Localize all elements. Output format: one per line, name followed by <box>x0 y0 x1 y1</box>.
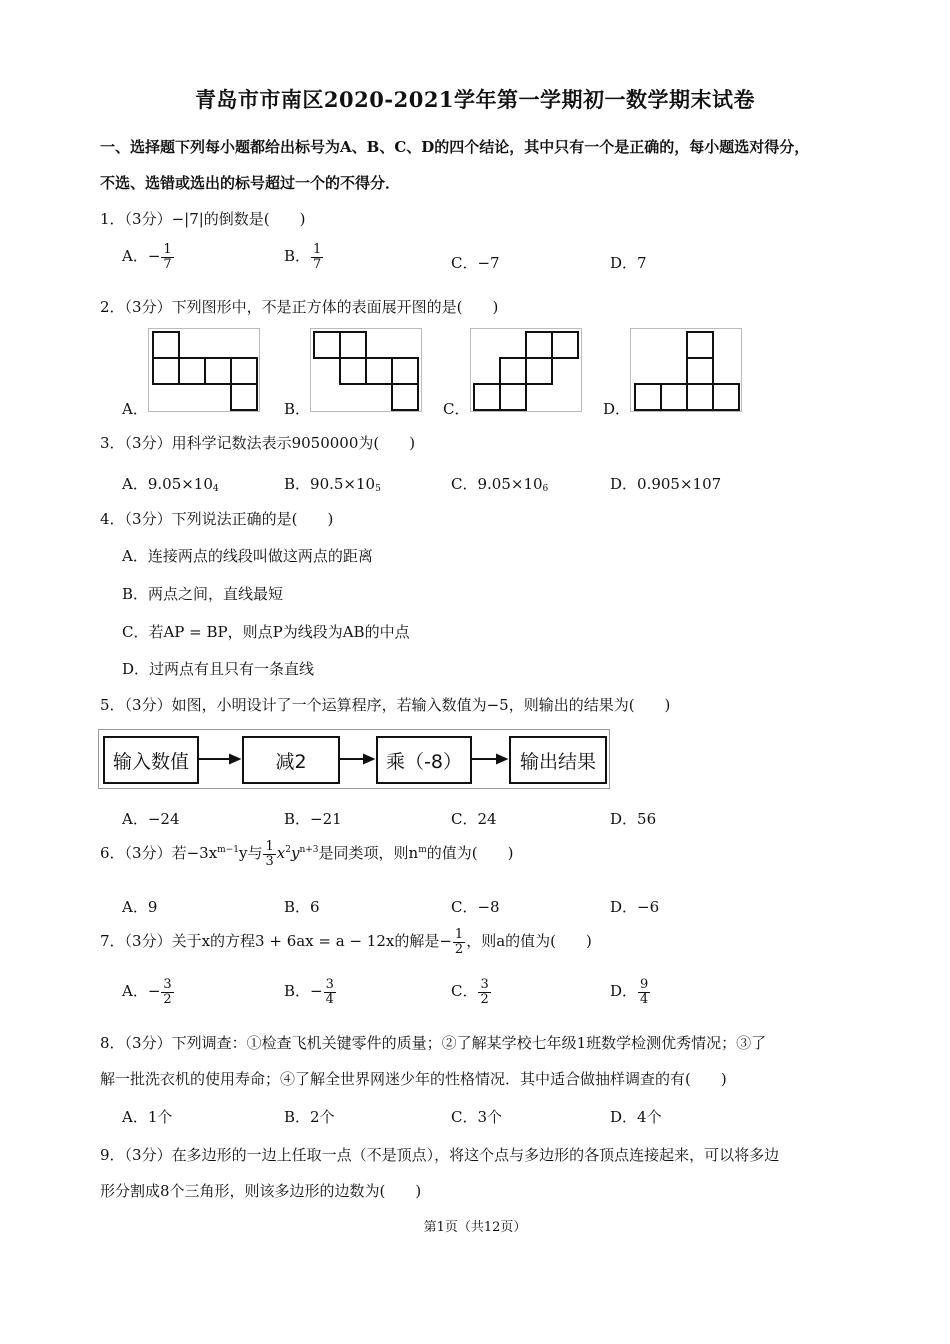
page-footer: 第1页（共12页） <box>423 1220 527 1235</box>
q3-stem: 3．（3分）用科学记数法表示9050000为( ) <box>100 434 416 452</box>
q7-option-b: B．− $\frac{3}{4}$ <box>284 977 334 1007</box>
q2-net-c-drawing <box>471 329 581 411</box>
q1-option-b <box>284 243 324 271</box>
flow-box-subtract: 减2 <box>242 736 340 784</box>
q6-stem: 6．（3分）若$-3x^{m-1}y$与 $\frac{1}{3}$ $x^2y^{n+3}$是同类项，则$n^m$的值为( ) <box>100 839 514 869</box>
q2-net-c <box>470 328 582 412</box>
q4-option-d: D．过两点有且只有一条直线 <box>122 660 315 678</box>
q5-flowchart <box>98 729 610 789</box>
q1-a-sign: − <box>147 247 161 266</box>
flow-box-output: 输出结果 <box>509 736 607 784</box>
q1-stem: 1．（3分）−|7|的倒数是( ) <box>100 210 306 228</box>
page-title: 青岛市市南区2020-2021学年第一学期初一数学期末试卷 <box>194 87 756 112</box>
q5-option-c: C．24 <box>451 810 497 828</box>
q6-option-b: B．6 <box>284 898 320 916</box>
q7-solution-fraction: $\frac{1}{2}$ <box>454 927 464 957</box>
flow-arrows <box>99 730 609 788</box>
q9-stem-line2: 形分割成8个三角形，则该多边形的边数为( ) <box>100 1182 422 1200</box>
q4-option-a: A．连接两点的线段叫做这两点的距离 <box>122 547 373 565</box>
q6-fraction: $\frac{1}{3}$ <box>265 839 274 869</box>
q4-option-c: C．若AP = BP，则点P为线段为AB的中点 <box>122 623 410 641</box>
q5-stem: 5．（3分）如图，小明设计了一个运算程序，若输入数值为−5，则输出的结果为( ) <box>100 696 671 714</box>
q2-label-b: B． <box>284 400 311 418</box>
q2-net-a <box>148 328 260 412</box>
section-instructions-line1: 一、选择题下列每小题都给出标号为A、B、C、D的四个结论，其中只有一个是正确的，每小题选对得分， <box>100 138 810 156</box>
q3-option-d: D．0.905×107 <box>610 475 722 493</box>
q5-option-a: A．−24 <box>122 810 180 828</box>
q2-net-b-drawing <box>311 329 421 411</box>
flow-box-multiply: 乘（-8） <box>376 736 472 784</box>
q2-label-d: D． <box>603 400 631 418</box>
q5-option-d: D．56 <box>610 810 657 828</box>
q1-option-c: C．−7 <box>451 254 500 272</box>
q2-label-c: C． <box>443 400 470 418</box>
q1-option-a <box>122 243 175 271</box>
q7-option-d: D． $\frac{9}{4}$ <box>610 977 649 1007</box>
q3-option-b: B．$90.5\times 10_5$ <box>284 475 381 494</box>
q8-stem-line1: 8．（3分）下列调查：①检查飞机关键零件的质量；②了解某学校七年级1班数学检测优秀情况；③了 <box>100 1034 767 1052</box>
q7-stem: 7．（3分）关于x的方程3 + 6ax = a − 12x的解是− $\frac{1}{2}$ ，则a的值为( ) <box>100 927 592 957</box>
q8-option-c: C．3个 <box>451 1108 503 1126</box>
q8-option-a: A．1个 <box>122 1108 173 1126</box>
q2-stem: 2．（3分）下列图形中，不是正方体的表面展开图的是( ) <box>100 298 499 316</box>
section-instructions-line2: 不选、选错或选出的标号超过一个的不得分． <box>100 174 401 192</box>
q4-stem: 4．（3分）下列说法正确的是( ) <box>100 510 334 528</box>
flow-box-input: 输入数值 <box>103 736 199 784</box>
q6-option-c: C．−8 <box>451 898 500 916</box>
q8-stem-line2: 解一批洗衣机的使用寿命；④了解全世界网迷少年的性格情况．其中适合做抽样调查的有( ) <box>100 1070 727 1088</box>
q1-option-d: D．7 <box>610 254 647 272</box>
q2-net-d-drawing <box>631 329 741 411</box>
q9-stem-line1: 9．（3分）在多边形的一边上任取一点（不是顶点），将这个点与多边形的各顶点连接起来，可以将多边 <box>100 1146 780 1164</box>
q2-net-d <box>630 328 742 412</box>
q3-option-a: A．$9.05\times 10_4$ <box>122 475 219 494</box>
q6-option-d: D．−6 <box>610 898 660 916</box>
q2-label-a: A． <box>122 400 148 418</box>
q2-net-a-drawing <box>149 329 259 411</box>
q1-b-label: B． <box>284 247 311 266</box>
q4-option-b: B．两点之间，直线最短 <box>122 585 284 603</box>
q1-a-label: A． <box>122 247 148 266</box>
q6-option-a: A．9 <box>122 898 158 916</box>
q7-option-a: A．− $\frac{3}{2}$ <box>122 977 172 1007</box>
q7-option-c: C． $\frac{3}{2}$ <box>451 977 489 1007</box>
q1-b-fraction: $\frac{1}{7}$ <box>313 242 322 272</box>
q8-option-b: B．2个 <box>284 1108 335 1126</box>
q1-a-fraction: $\frac{1}{7}$ <box>163 242 172 272</box>
q5-option-b: B．−21 <box>284 810 342 828</box>
q2-net-b <box>310 328 422 412</box>
q3-option-c: C．$9.05\times 10_6$ <box>451 475 549 494</box>
q8-option-d: D．4个 <box>610 1108 662 1126</box>
